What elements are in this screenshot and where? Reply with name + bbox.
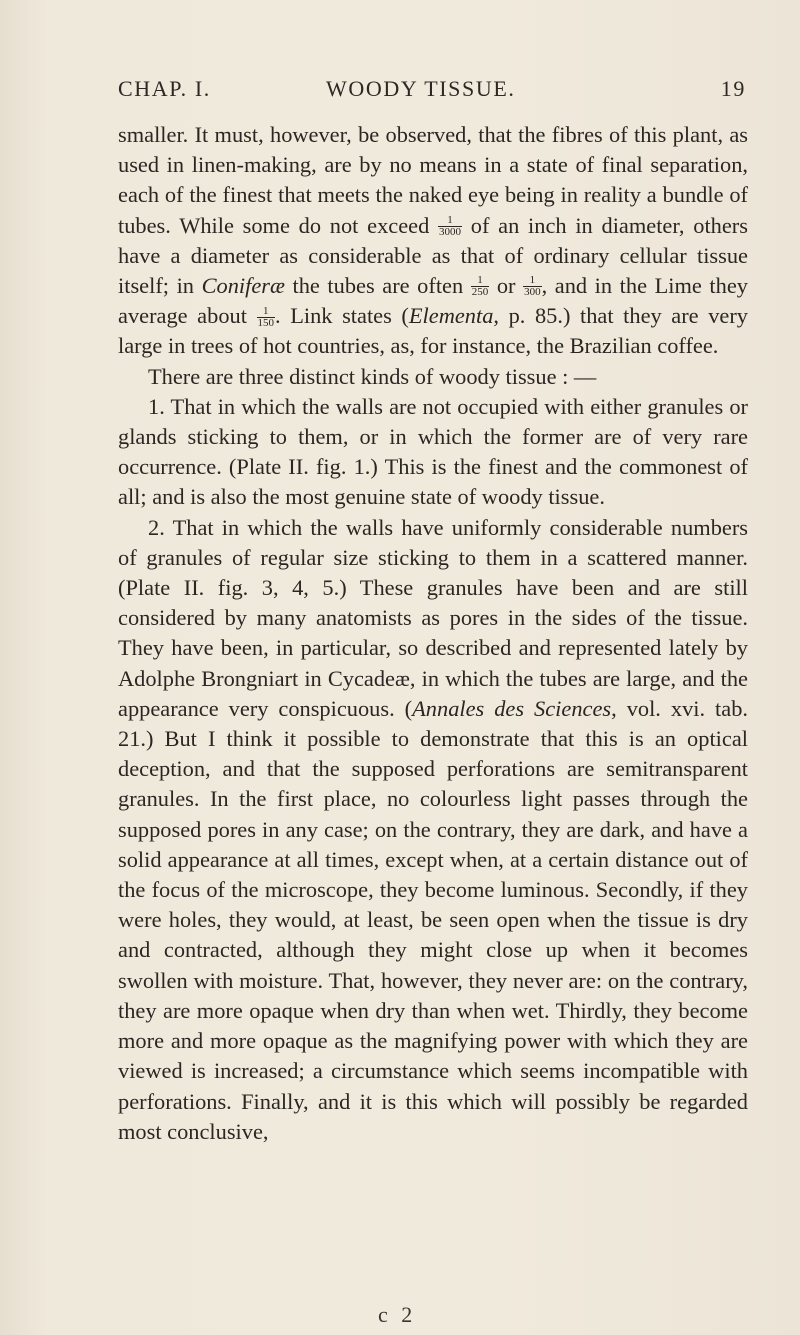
paragraph-1: smaller. It must, however, be observed, that the fibres of this plant, as used in linen-making, are by no means in a state of final separation, each of the finest that meets the naked eye being in reality a bundle of tubes. While some do not exceed $\frac{1}{3000}$ of an inch in diameter, others have a diameter as considerable as that of ordinary cellular tissue itself; in Coniferæ the tubes are often $\frac{1}{250}$ or $\frac{1}{300}$ , and in the Lime they average about $\frac{1}{150}$ . Link states (Elementa, p. 85.) that they are very large in trees of hot countries, as, for instance, the Brazilian coffee. — [118, 122, 748, 359]
elementa-citation: Elementa — [408, 303, 494, 329]
page-number: 19 — [720, 76, 746, 101]
paragraph-4: 2. That in which the walls have uniformly considerable numbers of granules of regular size sticking to them in a scattered manner. (Plate II. fig. 3, 4, 5.) These granules have been and are still considered by many anatomists as pores in the sides of the tissue. They have been, in particular, so described and represented lately by Adolphe Brongniart in Cycadeæ, in which the tubes are large, and the appearance very conspicuous. (Annales des Sciences, vol. xvi. tab. 21.) But I think it possible to demonstrate that this is an optical deception, and that the supposed perforations are semitransparent granules. In the first place, no colourless light passes through the supposed pores in any case; on the contrary, they are dark, and have a solid appearance at all times, except when, at a certain distance out of the focus of the microscope, they become luminous. Secondly, if they were holes, they would, at least, be seen open when the tissue is dry and contracted, although they might close up when it becomes swollen with moisture. That, however, they never are: on the contrary, they are more opaque when dry than when wet. Thirdly, they become more and more opaque as the magnifying power with which they are viewed is increased; a circumstance which seems incompatible with perforations. Finally, and it is this which will possibly be regarded most conclusive, — [118, 514, 748, 1144]
chapter-label: CHAP. I. — [118, 76, 211, 101]
paragraph-3: 1. That in which the walls are not occupied with either granules or glands sticking to them, or in which the former are of very rare occurrence. (Plate II. fig. 1.) This is the finest and the commonest of all; and is also the most genuine state of woody tissue. — [118, 393, 748, 510]
fraction-2: $\frac{1}{250}$ — [471, 274, 489, 299]
fraction-3: $\frac{1}{300}$ — [524, 274, 541, 299]
signature-mark: c 2 — [378, 1302, 417, 1327]
running-header — [118, 76, 746, 106]
fraction-4: $\frac{1}{150}$ — [257, 304, 275, 329]
fraction-1: $\frac{1}{3000}$ — [439, 213, 462, 238]
body-text — [118, 120, 748, 1147]
annales-citation: Annales des Sciences — [412, 695, 612, 721]
paragraph-2: There are three distinct kinds of woody tissue : — — [148, 363, 597, 389]
coniferae-term: Coniferæ — [201, 273, 285, 299]
running-title: WOODY TISSUE. — [326, 76, 516, 101]
